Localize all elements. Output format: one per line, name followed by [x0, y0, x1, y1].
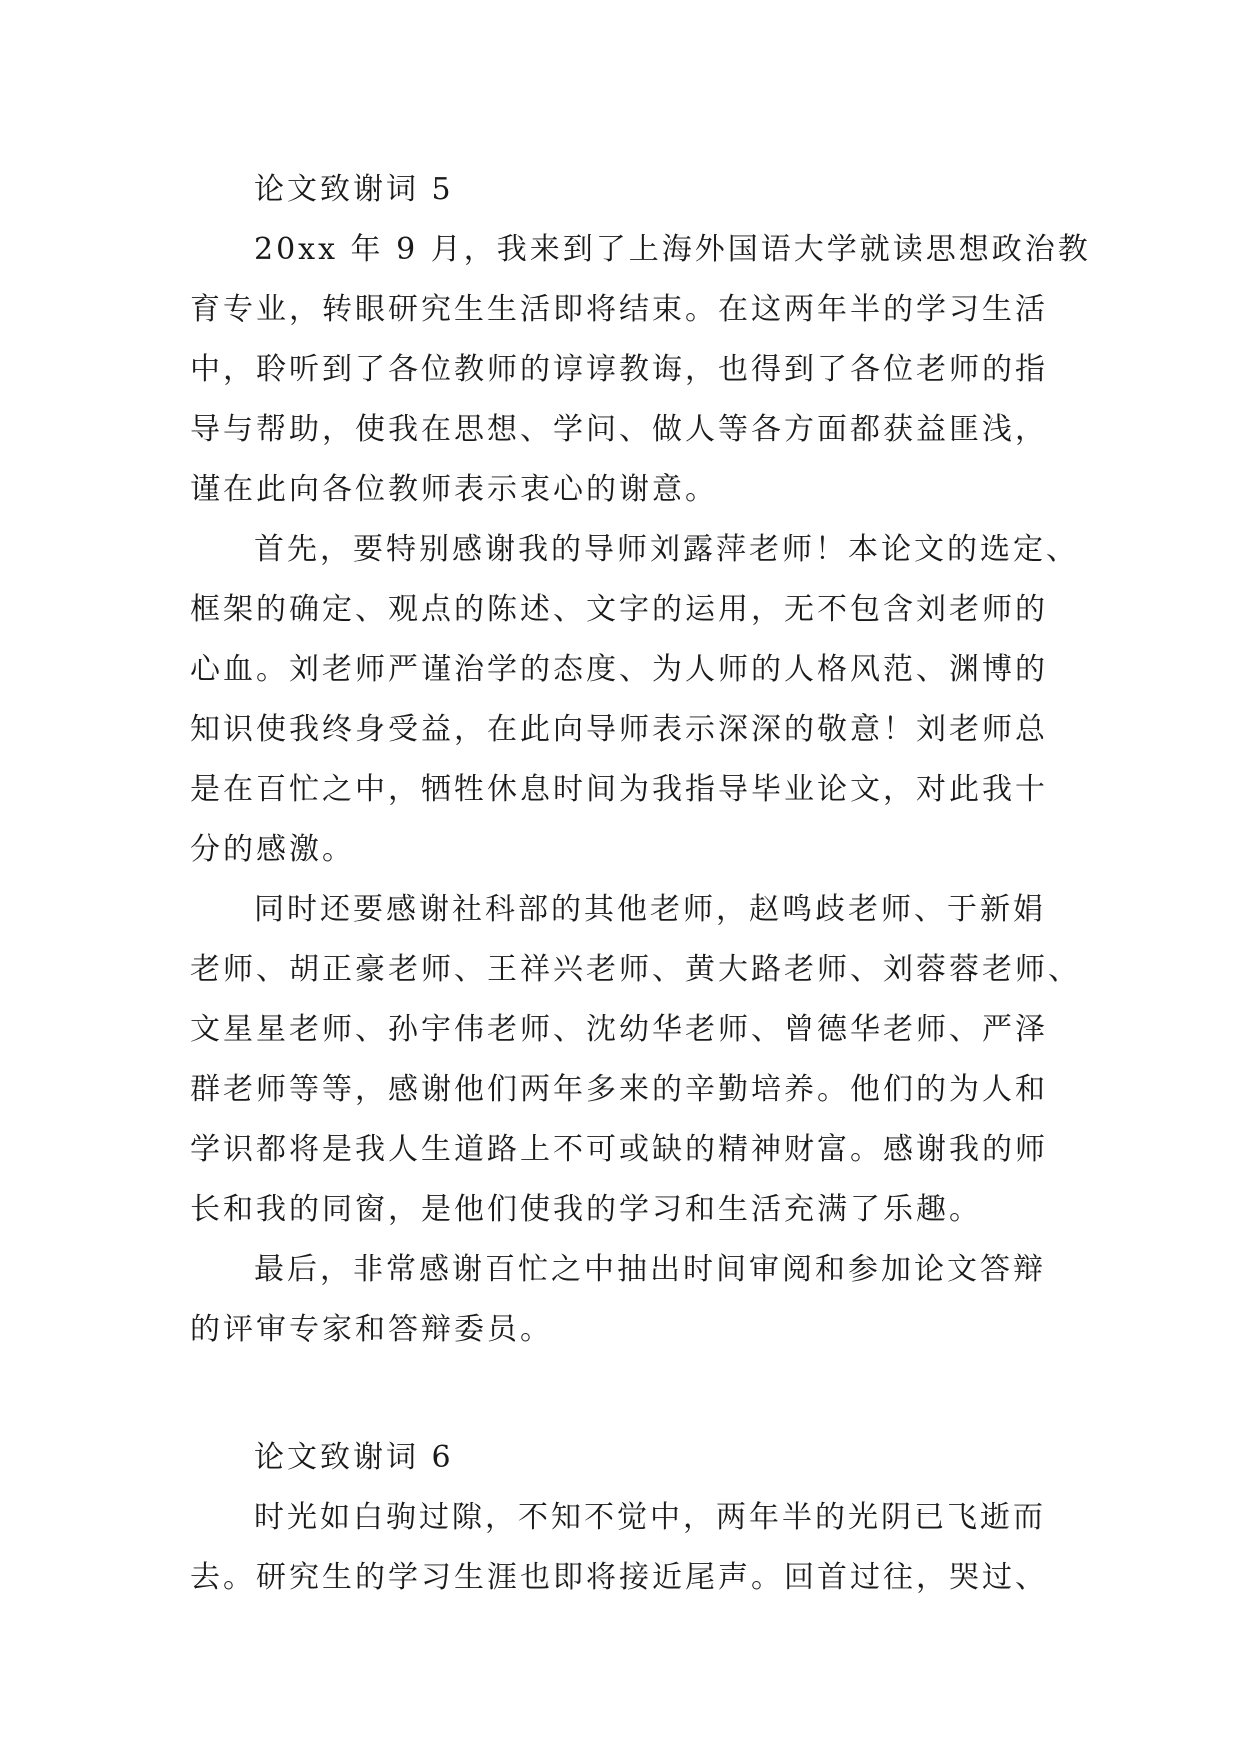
paragraph-line: 文星星老师、孙宇伟老师、沈幼华老师、曾德华老师、严泽: [190, 1012, 1048, 1047]
paragraph-line: 知识使我终身受益，在此向导师表示深深的敬意！刘老师总: [190, 712, 1048, 747]
paragraph-line: 最后，非常感谢百忙之中抽出时间审阅和参加论文答辩: [254, 1252, 1046, 1287]
paragraph-line: 老师、胡正豪老师、王祥兴老师、黄大路老师、刘蓉蓉老师、: [190, 952, 1081, 987]
paragraph-1: [190, 1488, 1070, 1608]
paragraph-line: 导与帮助，使我在思想、学问、做人等各方面都获益匪浅，: [190, 412, 1048, 447]
paragraph-line: 育专业，转眼研究生生活即将结束。在这两年半的学习生活: [190, 292, 1048, 327]
paragraph-3: [190, 880, 1081, 1240]
section-6: [190, 1428, 1070, 1608]
paragraph-line: 分的感激。: [190, 832, 355, 867]
paragraph-line: 谨在此向各位教师表示衷心的谢意。: [190, 472, 718, 507]
paragraph-line: 长和我的同窗，是他们使我的学习和生活充满了乐趣。: [190, 1192, 982, 1227]
paragraph-line: 的评审专家和答辩委员。: [190, 1312, 553, 1347]
paragraph-4: [190, 1240, 1070, 1360]
paragraph-line: 学识都将是我人生道路上不可或缺的精神财富。感谢我的师: [190, 1132, 1048, 1167]
paragraph-line: 群老师等等，感谢他们两年多来的辛勤培养。他们的为人和: [190, 1072, 1048, 1107]
section-heading: 论文致谢词 5: [254, 172, 454, 207]
section-spacer: [190, 1360, 1070, 1428]
section-heading: 论文致谢词 6: [254, 1440, 454, 1475]
paragraph-line: 去。研究生的学习生涯也即将接近尾声。回首过往，哭过、: [190, 1560, 1048, 1595]
paragraph-line: 框架的确定、观点的陈述、文字的运用，无不包含刘老师的: [190, 592, 1048, 627]
paragraph-line: 首先，要特别感谢我的导师刘露萍老师！本论文的选定、: [254, 532, 1079, 567]
paragraph-2: [190, 520, 1079, 880]
paragraph-line: 是在百忙之中，牺牲休息时间为我指导毕业论文，对此我十: [190, 772, 1048, 807]
paragraph-line: 同时还要感谢社科部的其他老师，赵鸣歧老师、于新娟: [254, 892, 1046, 927]
paragraph-line: 心血。刘老师严谨治学的态度、为人师的人格风范、渊博的: [190, 652, 1048, 687]
paragraph-line: 时光如白驹过隙，不知不觉中，两年半的光阴已飞逝而: [254, 1500, 1046, 1535]
paragraph-1: [190, 220, 1091, 520]
paragraph-line: 20xx 年 9 月，我来到了上海外国语大学就读思想政治教: [254, 232, 1091, 267]
document-body: [190, 160, 1091, 1608]
paragraph-line: 中，聆听到了各位教师的谆谆教诲，也得到了各位老师的指: [190, 352, 1048, 387]
section-5: [190, 160, 1091, 1360]
